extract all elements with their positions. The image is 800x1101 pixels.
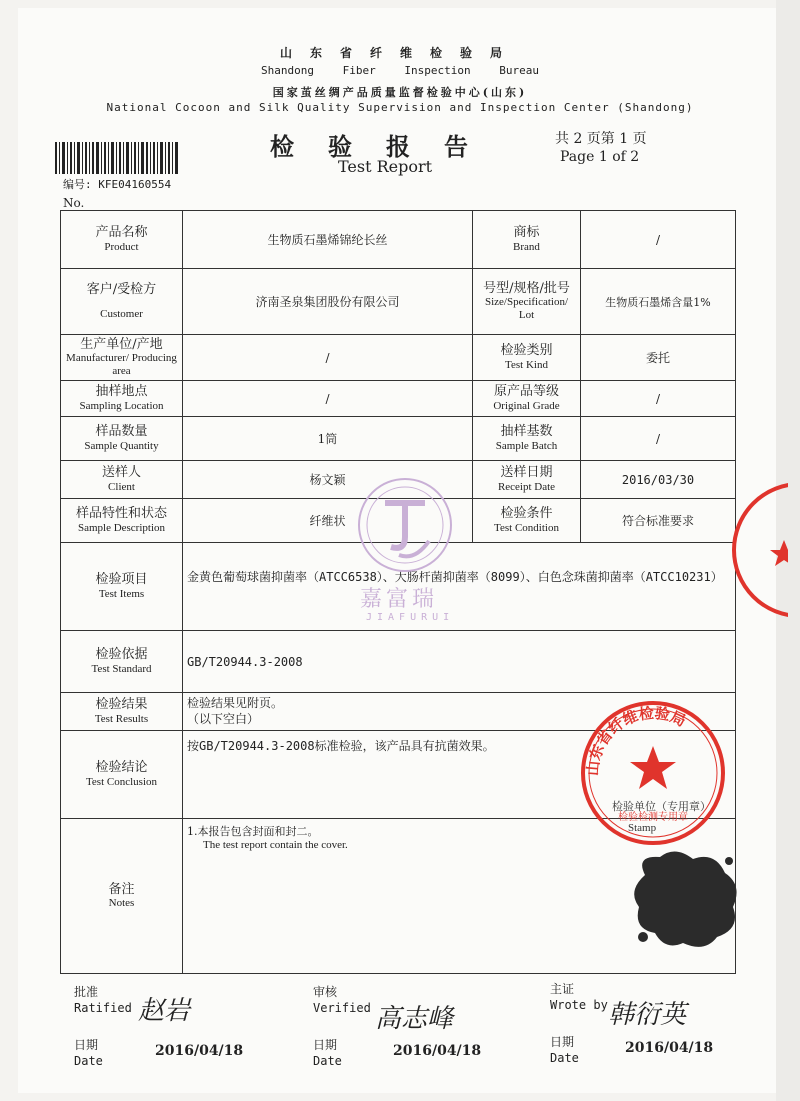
table-row xyxy=(61,335,736,381)
test-standard-label: 检验依据 Test Standard xyxy=(61,631,183,693)
stamp-label-en: Stamp xyxy=(628,822,657,834)
sample-quantity-label: 样品数量 Sample Quantity xyxy=(61,417,183,461)
verified-label-cn: 审核 xyxy=(313,985,338,999)
watermark-text-cn: 嘉富瑞 xyxy=(360,587,439,612)
verified-date-label-cn: 日期 xyxy=(313,1038,338,1052)
product-value: 生物质石墨烯锦纶长丝 xyxy=(183,211,473,269)
sampling-location-value: / xyxy=(183,381,473,417)
bureau-name-cn: 山东省纤维检验局 xyxy=(279,46,520,60)
table-row xyxy=(61,269,736,335)
ratified-block xyxy=(74,985,132,1016)
test-kind-value: 委托 xyxy=(581,335,736,381)
table-row xyxy=(61,211,736,269)
table-row xyxy=(61,631,736,693)
customer-label: 客户/受检方 Customer xyxy=(61,269,183,335)
ratified-date-label-cn: 日期 xyxy=(74,1038,99,1052)
watermark-logo xyxy=(355,475,455,575)
manufacturer-label: 生产单位/产地 Manufacturer/ Producing area xyxy=(61,335,183,381)
notes-line1: 1.本报告包含封面和封二。 xyxy=(187,825,319,838)
sample-desc-value: 纤维状 xyxy=(183,499,473,543)
wrote-date: 2016/04/18 xyxy=(625,1040,714,1056)
client-value: 杨文颖 xyxy=(183,461,473,499)
report-title-cn: 检验报告 xyxy=(270,132,502,161)
original-grade-value: / xyxy=(581,381,736,417)
test-condition-value: 符合标准要求 xyxy=(581,499,736,543)
receipt-date-label: 送样日期 Receipt Date xyxy=(473,461,581,499)
ratified-signature: 赵岩 xyxy=(138,996,191,1026)
test-conclusion-label: 检验结论 Test Conclusion xyxy=(61,731,183,819)
size-value: 生物质石墨烯含量1% xyxy=(581,269,736,335)
size-label: 号型/规格/批号 Size/Specification/ Lot xyxy=(473,269,581,335)
wrote-label-cn: 主证 xyxy=(550,982,575,996)
seal-subtext: 检验检测专用章 xyxy=(618,812,688,823)
watermark-text-en: JIAFURUI xyxy=(366,612,455,623)
wrote-date-label-cn: 日期 xyxy=(550,1035,575,1049)
verified-date-block xyxy=(313,1038,342,1069)
stamp-label: 检验单位（专用章） xyxy=(612,800,711,813)
sample-batch-value: / xyxy=(581,417,736,461)
bureau-name-en: Shandong Fiber Inspection Bureau xyxy=(261,64,539,77)
sample-desc-label: 样品特性和状态 Sample Description xyxy=(61,499,183,543)
verified-label-en: Verified xyxy=(313,1000,371,1015)
test-kind-label: 检验类别 Test Kind xyxy=(473,335,581,381)
verified-date-label-en: Date xyxy=(313,1053,342,1068)
wrote-date-block xyxy=(550,1035,579,1066)
client-label: 送样人 Client xyxy=(61,461,183,499)
sampling-location-label: 抽样地点 Sampling Location xyxy=(61,381,183,417)
ratified-date-block xyxy=(74,1038,103,1069)
ratified-label-en: Ratified xyxy=(74,1000,132,1015)
customer-value: 济南圣泉集团股份有限公司 xyxy=(183,269,473,335)
sample-quantity-value: 1筒 xyxy=(183,417,473,461)
receipt-date-value: 2016/03/30 xyxy=(581,461,736,499)
page-count-en: Page 1 of 2 xyxy=(560,149,640,165)
ratified-date: 2016/04/18 xyxy=(155,1043,244,1059)
notes-line2: The test report contain the cover. xyxy=(203,839,348,851)
test-standard-value: GB/T20944.3-2008 xyxy=(183,631,736,693)
center-name-en: National Cocoon and Silk Quality Supervision and Inspection Center (Shandong) xyxy=(106,101,694,114)
report-title-en: Test Report xyxy=(338,157,433,176)
test-items-value: 金黄色葡萄球菌抑菌率（ATCC6538）、大肠杆菌抑菌率（8099）、白色念珠菌抑菌率（ATCC10231） xyxy=(183,543,736,631)
test-results-label: 检验结果 Test Results xyxy=(61,693,183,731)
serial-no-label: No. xyxy=(63,196,85,210)
ink-blot xyxy=(625,845,745,955)
serial-number: 编号: KFE04160554 xyxy=(63,178,172,191)
sample-batch-label: 抽样基数 Sample Batch xyxy=(473,417,581,461)
verified-signature: 高志峰 xyxy=(375,1004,454,1034)
page-count-cn: 共 2 页第 1 页 xyxy=(555,131,647,147)
wrote-date-label-en: Date xyxy=(550,1050,579,1065)
ratified-label-cn: 批准 xyxy=(74,985,99,999)
brand-label: 商标 Brand xyxy=(473,211,581,269)
seal-text: 山东省纤维检验局 xyxy=(583,703,689,777)
test-results-line1: 检验结果见附页。 xyxy=(187,695,284,710)
test-condition-label: 检验条件 Test Condition xyxy=(473,499,581,543)
product-label: 产品名称 Product xyxy=(61,211,183,269)
brand-value: / xyxy=(581,211,736,269)
partial-seal-icon xyxy=(728,478,788,628)
table-row xyxy=(61,381,736,417)
test-conclusion-value: 按GB/T20944.3-2008标准检验，该产品具有抗菌效果。 xyxy=(183,731,736,819)
verified-block xyxy=(313,985,371,1016)
center-name-cn: 国家茧丝绸产品质量监督检验中心(山东) xyxy=(272,86,528,99)
ratified-date-label-en: Date xyxy=(74,1053,103,1068)
table-row xyxy=(61,417,736,461)
test-results-line2: （以下空白） xyxy=(187,711,260,726)
wrote-block xyxy=(550,982,608,1013)
wrote-label-en: Wrote by xyxy=(550,997,608,1012)
original-grade-label: 原产品等级 Original Grade xyxy=(473,381,581,417)
wrote-signature: 韩衍英 xyxy=(608,1000,687,1030)
notes-label: 备注 Notes xyxy=(61,819,183,974)
barcode-image xyxy=(55,142,180,174)
manufacturer-value: / xyxy=(183,335,473,381)
verified-date: 2016/04/18 xyxy=(393,1043,482,1059)
test-items-label: 检验项目 Test Items xyxy=(61,543,183,631)
